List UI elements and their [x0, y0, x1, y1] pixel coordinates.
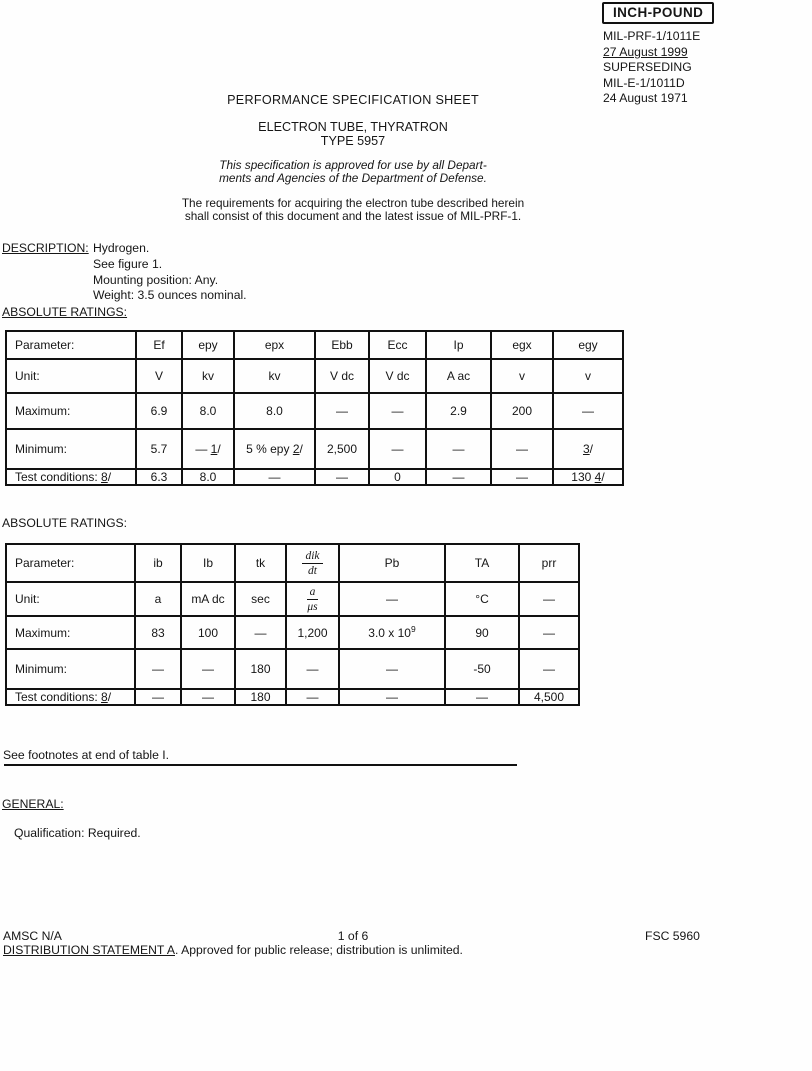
description-item: Weight: 3.5 ounces nominal.	[93, 288, 247, 303]
table-cell: 2,500	[315, 429, 369, 469]
table-cell: 8.0	[182, 393, 234, 429]
table-cell: —	[286, 689, 339, 705]
table-row	[6, 429, 623, 469]
table-cell: —	[369, 393, 426, 429]
table-cell: ib	[135, 544, 181, 582]
distribution-statement	[3, 943, 463, 957]
table-cell: mA dc	[181, 582, 235, 616]
table-cell: —	[519, 582, 579, 616]
table-cell: —	[491, 469, 553, 485]
row-label: Parameter:	[6, 331, 136, 359]
amsc-number: AMSC N/A	[3, 929, 62, 943]
table-cell: epx	[234, 331, 315, 359]
row-label: Unit:	[6, 359, 136, 393]
description-item: See figure 1.	[93, 256, 163, 271]
row-label: Maximum:	[6, 616, 135, 649]
table-row	[6, 359, 623, 393]
fraction-value: $\frac{a}{\mu s}$	[307, 585, 318, 613]
requirements-paragraph	[0, 197, 706, 223]
table-cell: —	[235, 616, 286, 649]
table-cell: —	[315, 393, 369, 429]
table-cell: egy	[553, 331, 623, 359]
description-items	[93, 241, 247, 304]
page-number: 1 of 6	[337, 929, 369, 943]
qualification-statement: Qualification: Required.	[14, 826, 141, 840]
table-cell: v	[491, 359, 553, 393]
table-row	[6, 689, 579, 705]
table-cell: —	[315, 469, 369, 485]
table-cell: egx	[491, 331, 553, 359]
fraction-value: $\frac{\text{dik}}{dt}$	[302, 550, 322, 577]
table-cell: 100	[181, 616, 235, 649]
approval-paragraph	[0, 159, 706, 185]
table-cell: V	[136, 359, 182, 393]
table-row	[6, 649, 579, 689]
general-heading: GENERAL:	[2, 797, 64, 811]
table-cell: epy	[182, 331, 234, 359]
table-cell: Ef	[136, 331, 182, 359]
absolute-ratings-heading-2: ABSOLUTE RATINGS:	[2, 516, 128, 530]
table-cell: 5 % epy 2/	[234, 429, 315, 469]
table-cell: Ebb	[315, 331, 369, 359]
table-cell: V dc	[369, 359, 426, 393]
table-cell: —	[181, 649, 235, 689]
table-cell: 3/	[553, 429, 623, 469]
table-cell: Ip	[426, 331, 491, 359]
inch-pound-stamp: INCH-POUND	[602, 2, 714, 24]
table-cell: 8.0	[182, 469, 234, 485]
superseding-label: SUPERSEDING	[603, 60, 692, 75]
table-cell: 90	[445, 616, 519, 649]
table-row	[6, 582, 579, 616]
table-cell: TA	[445, 544, 519, 582]
table-cell: 6.9	[136, 393, 182, 429]
row-label: Minimum:	[6, 649, 135, 689]
table-cell: v	[553, 359, 623, 393]
approval-line-2: ments and Agencies of the Department of Defense.	[219, 170, 487, 185]
absolute-ratings-table-2	[5, 543, 580, 706]
distribution-statement-text: . Approved for public release; distribution is unlimited.	[175, 943, 463, 957]
table-cell: -50	[445, 649, 519, 689]
table-cell: —	[519, 616, 579, 649]
table-cell: 180	[235, 689, 286, 705]
footnote-reference-note: See footnotes at end of table I.	[3, 748, 170, 762]
table-cell: 4,500	[519, 689, 579, 705]
table-cell: kv	[182, 359, 234, 393]
table-row	[6, 469, 623, 485]
table-cell: A ac	[426, 359, 491, 393]
table-cell: —	[369, 429, 426, 469]
table-cell: 6.3	[136, 469, 182, 485]
table-cell: —	[234, 469, 315, 485]
absolute-ratings-heading-1: ABSOLUTE RATINGS:	[2, 305, 128, 319]
row-label: Test conditions: 8/	[6, 689, 135, 705]
table-cell: 83	[135, 616, 181, 649]
table-cell: 0	[369, 469, 426, 485]
table-cell: —	[135, 649, 181, 689]
superseded-spec-date: 24 August 1971	[603, 91, 688, 106]
fsc-number: FSC 5960	[645, 929, 700, 943]
table-cell: —	[491, 429, 553, 469]
table-cell: —	[519, 649, 579, 689]
table-cell: —	[135, 689, 181, 705]
table-cell: 1,200	[286, 616, 339, 649]
table-cell: — 1/	[182, 429, 234, 469]
table-cell: 2.9	[426, 393, 491, 429]
subtitle-line-2: TYPE 5957	[320, 133, 386, 148]
table-cell: —	[339, 689, 445, 705]
approval-line-1: This specification is approved for use by all Depart-	[219, 158, 487, 172]
description-item: Hydrogen.	[93, 241, 150, 255]
table-cell: —	[426, 429, 491, 469]
table-cell: prr	[519, 544, 579, 582]
table-cell: 5.7	[136, 429, 182, 469]
row-label: Test conditions: 8/	[6, 469, 136, 485]
table-cell: kv	[234, 359, 315, 393]
requirements-line-2: shall consist of this document and the latest issue of MIL-PRF-1.	[184, 208, 522, 223]
table-row	[6, 331, 623, 359]
table-cell: Pb	[339, 544, 445, 582]
table-row	[6, 393, 623, 429]
subtitle-line-1: ELECTRON TUBE, THYRATRON	[258, 120, 448, 134]
document-subtitle	[0, 121, 706, 149]
table-cell: V dc	[315, 359, 369, 393]
table-cell: sec	[235, 582, 286, 616]
table-cell: —	[339, 649, 445, 689]
spec-number: MIL-PRF-1/1011E	[603, 29, 701, 43]
table-cell: tk	[235, 544, 286, 582]
horizontal-rule	[4, 764, 517, 766]
table-cell: 3.0 x $10^9$	[339, 616, 445, 649]
description-item: Mounting position: Any.	[93, 272, 219, 287]
table-cell: 130 4/	[553, 469, 623, 485]
table-cell: 8.0	[234, 393, 315, 429]
description-label: DESCRIPTION:	[2, 241, 89, 255]
table-cell: Ecc	[369, 331, 426, 359]
table-cell: —	[553, 393, 623, 429]
row-label: Maximum:	[6, 393, 136, 429]
table-row	[6, 616, 579, 649]
table-cell: °C	[445, 582, 519, 616]
document-title: PERFORMANCE SPECIFICATION SHEET	[227, 93, 479, 107]
superseded-spec-number: MIL-E-1/1011D	[603, 75, 685, 90]
table-cell: —	[181, 689, 235, 705]
spec-date: 27 August 1999	[603, 44, 688, 59]
requirements-line-1: The requirements for acquiring the electron tube described herein	[181, 196, 525, 210]
table-cell: a	[135, 582, 181, 616]
row-label: Minimum:	[6, 429, 136, 469]
table-cell: Ib	[181, 544, 235, 582]
absolute-ratings-table-1	[5, 330, 624, 486]
table-cell: —	[286, 649, 339, 689]
table-cell	[286, 544, 339, 582]
table-cell	[286, 582, 339, 616]
table-cell: 200	[491, 393, 553, 429]
row-label: Unit:	[6, 582, 135, 616]
row-label: Parameter:	[6, 544, 135, 582]
table-row	[6, 544, 579, 582]
table-cell: —	[426, 469, 491, 485]
distribution-statement-label: DISTRIBUTION STATEMENT A	[3, 943, 175, 957]
table-cell: 180	[235, 649, 286, 689]
table-cell: —	[445, 689, 519, 705]
table-cell: —	[339, 582, 445, 616]
